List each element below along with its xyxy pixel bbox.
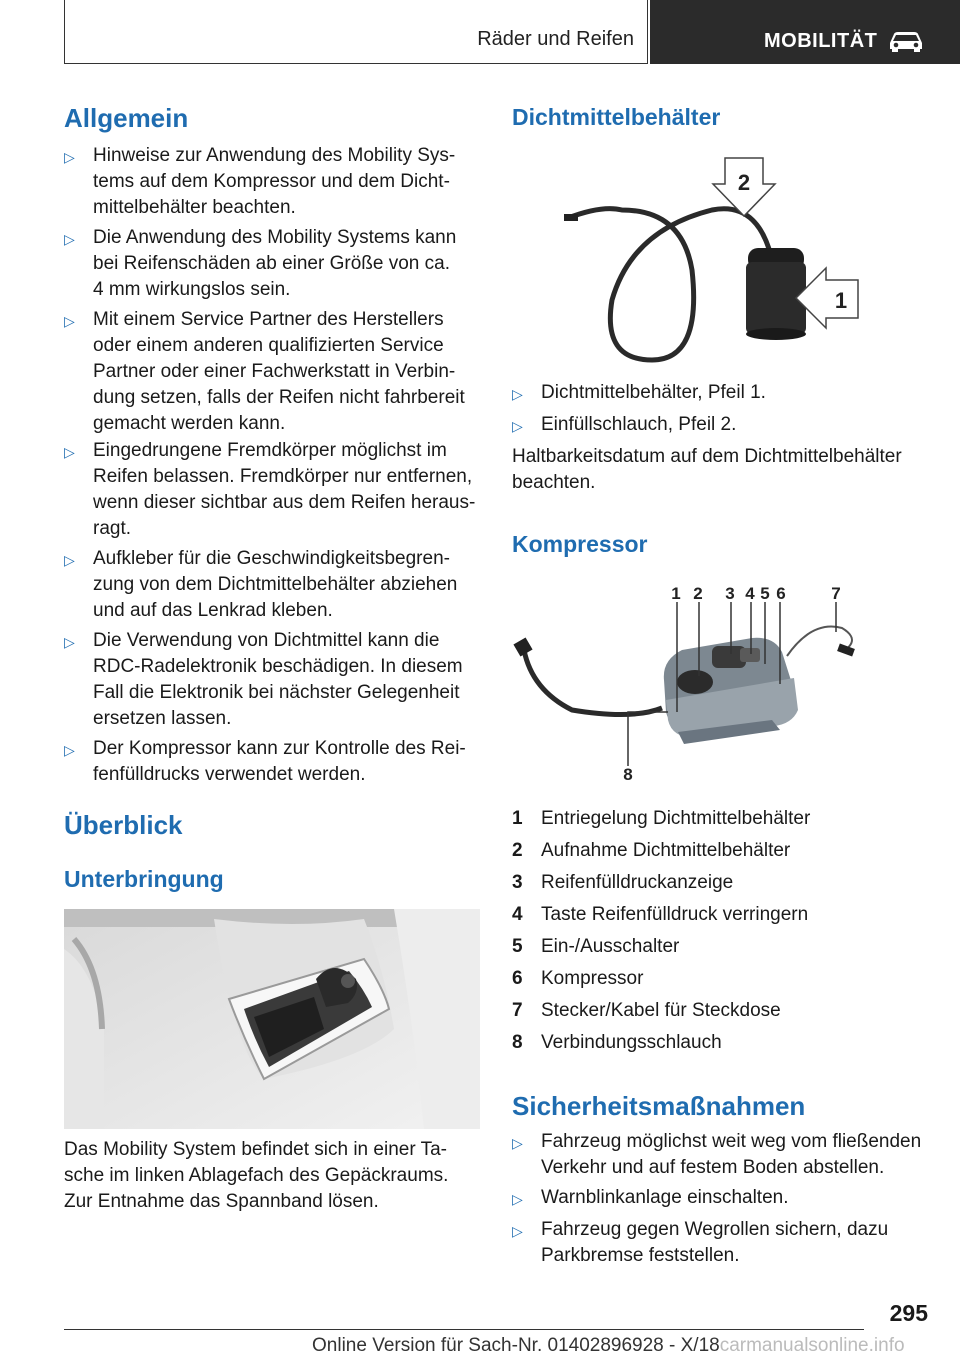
- unterbringung-text: Das Mobility System befindet sich in einer Ta- sche im linken Ablagefach des Gepäckraums. Zur Entnahme das Spannband lösen.: [64, 1139, 449, 1212]
- header-chapter-box: [650, 0, 960, 64]
- triangle-bullet-icon: ▷: [512, 418, 523, 434]
- triangle-bullet-icon: ▷: [512, 386, 523, 402]
- compressor-label-3: 3: [725, 584, 735, 603]
- triangle-bullet-icon: ▷: [64, 552, 75, 568]
- heading-ueberblick: Überblick: [64, 810, 183, 840]
- bullet-item: ▷ Fahrzeug möglichst weit weg vom fließenden Verkehr und auf festem Boden abstellen.: [512, 1131, 922, 1178]
- triangle-bullet-icon: ▷: [64, 742, 75, 758]
- bullet-item: ▷ Mit einem Service Partner des Herstellers oder einem anderen qualifizierten Service Partner oder einer Fachwerkstatt in Verbin- dung setzen, falls der Reifen nicht fahrbereit gemacht werden kann.: [64, 309, 465, 434]
- triangle-bullet-icon: ▷: [64, 231, 75, 247]
- haltbarkeit-text: Haltbarkeitsdatum auf dem Dichtmittelbehälter beachten.: [512, 446, 902, 493]
- compressor-figure: [512, 580, 932, 790]
- sealant-container-figure: [562, 150, 862, 370]
- bullet-item: ▷ Hinweise zur Anwendung des Mobility Sys- tems auf dem Kompressor und dem Dicht- mittelbehälter beachten.: [64, 145, 456, 218]
- triangle-bullet-icon: ▷: [512, 1191, 523, 1207]
- compressor-label-5: 5: [760, 584, 770, 603]
- triangle-bullet-icon: ▷: [64, 313, 75, 329]
- compressor-label-2: 2: [693, 584, 703, 603]
- footer-text: Online Version für Sach-Nr. 01402896928 - X/18carmanualsonline.info: [312, 1335, 905, 1356]
- bullet-item: ▷ Warnblinkanlage einschalten.: [512, 1185, 951, 1211]
- watermark: carmanualsonline.info: [719, 1335, 905, 1356]
- triangle-bullet-icon: ▷: [512, 1135, 523, 1151]
- heading-sicherheitsmassnahmen: Sicherheitsmaßnahmen: [512, 1091, 806, 1121]
- footer-divider: [64, 1329, 864, 1330]
- car-icon: [886, 29, 926, 53]
- triangle-bullet-icon: ▷: [64, 634, 75, 650]
- header-section-title: Räder und Reifen: [477, 28, 634, 50]
- heading-dichtmittelbehaelter: Dichtmittelbehälter: [512, 104, 721, 130]
- storage-compartment-photo: [64, 909, 480, 1129]
- heading-kompressor: Kompressor: [512, 531, 648, 557]
- header-chapter-title: MOBILITÄT: [764, 30, 878, 52]
- bullet-item: ▷ Einfüllschlauch, Pfeil 2.: [512, 412, 951, 438]
- compressor-label-8: 8: [623, 765, 633, 784]
- compressor-label-1: 1: [671, 584, 681, 603]
- bullet-item: ▷ Aufkleber für die Geschwindigkeitsbegren- zung von dem Dichtmittelbehälter abziehen und auf das Lenkrad kleben.: [64, 548, 458, 621]
- compressor-label-4: 4: [745, 584, 755, 603]
- figure-label-1: 1: [834, 288, 848, 313]
- header-section-box: [64, 0, 648, 64]
- bullet-item: ▷ Der Kompressor kann zur Kontrolle des Rei- fenfülldrucks verwendet werden.: [64, 738, 466, 785]
- bullet-item: ▷ Eingedrungene Fremdkörper möglichst im Reifen belassen. Fremdkörper nur entfernen, wenn dieser sichtbar aus dem Reifen heraus- ragt.: [64, 440, 476, 539]
- subheading-unterbringung: Unterbringung: [64, 866, 224, 892]
- bullet-item: ▷ Fahrzeug gegen Wegrollen sichern, dazu Parkbremse feststellen.: [512, 1219, 889, 1266]
- bullet-item: ▷ Die Anwendung des Mobility Systems kann bei Reifenschäden ab einer Größe von ca. 4 mm wirkungslos sein.: [64, 227, 457, 300]
- triangle-bullet-icon: ▷: [512, 1223, 523, 1239]
- heading-allgemein: Allgemein: [64, 103, 189, 133]
- bullet-item: ▷ Dichtmittelbehälter, Pfeil 1.: [512, 380, 951, 406]
- triangle-bullet-icon: ▷: [64, 444, 75, 460]
- page-number: 295: [889, 1300, 928, 1326]
- compressor-label-6: 6: [776, 584, 786, 603]
- bullet-item: ▷ Die Verwendung von Dichtmittel kann die RDC-Radelektronik beschädigen. In diesem Fall die Elektronik bei nächster Gelegenheit ersetzen lassen.: [64, 630, 463, 729]
- triangle-bullet-icon: ▷: [64, 149, 75, 165]
- compressor-label-7: 7: [831, 584, 841, 603]
- figure-label-2: 2: [737, 170, 751, 195]
